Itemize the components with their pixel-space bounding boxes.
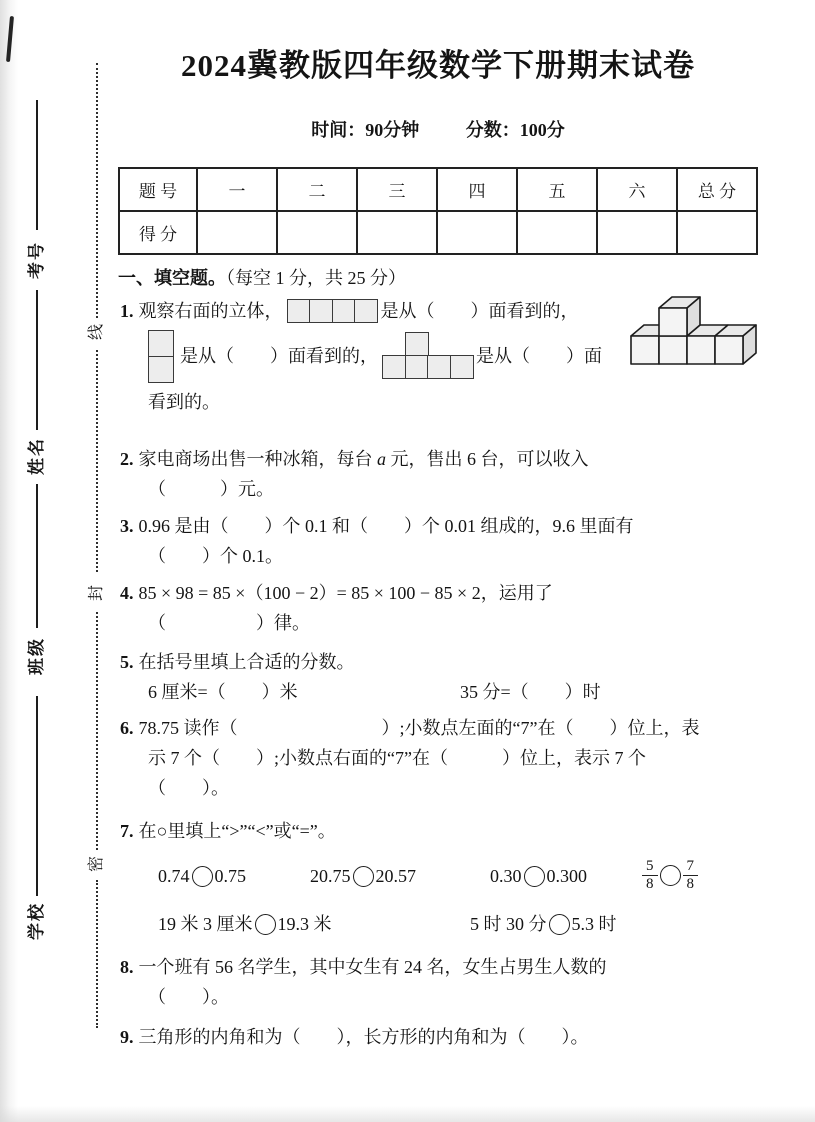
q7-heading xyxy=(120,816,780,846)
comparison-circle xyxy=(524,866,545,887)
q3-line1 xyxy=(120,511,780,541)
numerator: 7 xyxy=(686,858,694,874)
q3-line2: （ ）个 0.1。 xyxy=(148,546,283,566)
q7-text: 在○里填上“>”“<”或“=”。 xyxy=(138,821,336,841)
class-label: 班级 xyxy=(27,637,46,675)
q6-line3: （ ）。 xyxy=(148,778,229,798)
left-value: 0.74 xyxy=(158,865,190,886)
q4-line2: （ ）律。 xyxy=(148,613,310,633)
fraction-right xyxy=(683,858,699,893)
q6-line1 xyxy=(120,713,780,743)
question-number: 4. xyxy=(120,583,134,603)
q5-item1: 6 厘米=（ ）米 xyxy=(148,682,298,702)
score-cell xyxy=(357,211,437,254)
seal-char-mi: 密 xyxy=(86,853,108,875)
question-number: 2. xyxy=(120,449,134,469)
seal-dotted-line xyxy=(96,63,98,318)
comparison-item xyxy=(158,909,470,939)
q6-line2: 示 7 个（ ）;小数点右面的“7”在（ ）位上，表示 7 个 xyxy=(148,748,646,768)
numerator: 5 xyxy=(646,858,654,874)
question-number: 5. xyxy=(120,652,134,672)
variable-a: a xyxy=(377,449,386,469)
time-limit: 时间：90分钟 xyxy=(311,120,420,140)
q9-line1 xyxy=(120,1022,780,1052)
q5-line2 xyxy=(120,677,780,707)
question-number: 1. xyxy=(120,301,134,321)
score-cell xyxy=(517,211,597,254)
square xyxy=(450,355,474,379)
comparison-item xyxy=(158,861,310,891)
bottom-edge-shading xyxy=(0,1106,815,1122)
fraction-left xyxy=(642,858,658,893)
seal-char-feng: 封 xyxy=(86,582,108,604)
school-label: 学校 xyxy=(27,902,46,940)
q8-line1 xyxy=(120,952,780,982)
question-9 xyxy=(120,1022,780,1052)
score-cell xyxy=(197,211,277,254)
q7-comparison-row-2 xyxy=(120,909,780,939)
score-cell xyxy=(277,211,357,254)
student-name-label: 姓名 xyxy=(27,437,46,475)
square xyxy=(287,299,311,323)
q1-text: 是从（ ）面 xyxy=(476,345,602,366)
square xyxy=(382,355,406,379)
column-header: 三 xyxy=(357,168,437,211)
q2-text: 元，售出 6 台，可以收入 xyxy=(386,449,589,469)
comparison-item xyxy=(470,909,617,939)
denominator: 8 xyxy=(642,875,658,893)
score-cell xyxy=(677,211,757,254)
comparison-circle xyxy=(660,865,681,886)
left-value: 19 米 3 厘米 xyxy=(158,914,253,934)
q5-item2: 35 分=（ ）时 xyxy=(460,682,601,702)
field-underline xyxy=(36,290,38,430)
question-3 xyxy=(120,511,780,571)
question-number: 3. xyxy=(120,516,134,536)
column-header: 二 xyxy=(277,168,357,211)
q5-line1 xyxy=(120,647,780,677)
score-cell xyxy=(597,211,677,254)
square xyxy=(354,299,378,323)
section-heading xyxy=(118,264,406,290)
q6-text: 78.75 读作（ ）;小数点左面的“7”在（ ）位上，表 xyxy=(138,718,700,738)
column-header: 四 xyxy=(437,168,517,211)
q9-text: 三角形的内角和为（ ），长方形的内角和为（ ）。 xyxy=(138,1027,589,1047)
q2-line1 xyxy=(120,444,780,474)
question-5 xyxy=(120,647,780,707)
right-value: 5.3 时 xyxy=(571,914,617,934)
comparison-circle xyxy=(353,866,374,887)
right-value: 0.300 xyxy=(546,865,587,886)
q1-line3: 看到的。 xyxy=(148,392,220,412)
question-number: 9. xyxy=(120,1027,134,1047)
q1-text: 是从（ ）面看到的， xyxy=(380,301,579,321)
column-header: 一 xyxy=(197,168,277,211)
comparison-item xyxy=(310,861,490,891)
question-number-header: 题 号 xyxy=(119,168,197,211)
field-underline xyxy=(36,100,38,230)
q1-text: 是从（ ）面看到的， xyxy=(180,345,378,366)
question-1 xyxy=(120,296,780,446)
score-cell xyxy=(437,211,517,254)
view-shape-row-of-4 xyxy=(287,299,377,323)
table-row xyxy=(119,211,757,254)
comparison-circle xyxy=(255,914,276,935)
left-value: 20.75 xyxy=(310,865,351,886)
column-header: 六 xyxy=(597,168,677,211)
fraction-comparison-item xyxy=(642,858,698,893)
square xyxy=(148,330,174,357)
exam-meta xyxy=(118,116,758,142)
view-shape-column-of-2 xyxy=(148,330,174,381)
q8-line2: （ ）。 xyxy=(148,987,229,1007)
question-2 xyxy=(120,444,780,504)
question-number: 8. xyxy=(120,957,134,977)
comparison-circle xyxy=(192,866,213,887)
total-score: 分数：100分 xyxy=(465,120,565,140)
score-table xyxy=(118,167,758,255)
denominator: 8 xyxy=(683,875,699,893)
comparison-circle xyxy=(549,914,570,935)
square xyxy=(405,332,429,356)
column-header: 五 xyxy=(517,168,597,211)
q2-line2: （ ）元。 xyxy=(148,479,274,499)
seal-dotted-line xyxy=(96,612,98,850)
right-value: 19.3 米 xyxy=(277,914,332,934)
square xyxy=(332,299,356,323)
cube-stack-figure xyxy=(628,296,764,374)
square xyxy=(427,355,451,379)
comparison-item xyxy=(490,861,642,891)
right-value: 0.75 xyxy=(214,865,246,886)
q7-comparison-row-1 xyxy=(120,858,780,893)
right-value: 20.57 xyxy=(375,865,416,886)
question-4 xyxy=(120,578,780,638)
square xyxy=(309,299,333,323)
square xyxy=(148,356,174,383)
exam-number-label: 考号 xyxy=(27,241,46,279)
seal-char-line: 线 xyxy=(86,321,108,343)
q3-text: 0.96 是由（ ）个 0.1 和（ ）个 0.01 组成的，9.6 里面有 xyxy=(138,516,634,536)
seal-dotted-line xyxy=(96,880,98,1028)
field-underline xyxy=(36,484,38,628)
section-title: 一、填空题。 xyxy=(118,268,226,288)
left-edge-shading xyxy=(0,0,18,1122)
question-8 xyxy=(120,952,780,1012)
q8-text: 一个班有 56 名学生，其中女生有 24 名，女生占男生人数的 xyxy=(138,957,607,977)
view-shape-t xyxy=(382,332,472,379)
section-note: （每空 1 分，共 25 分） xyxy=(226,268,406,288)
question-7 xyxy=(120,816,780,939)
question-number: 6. xyxy=(120,718,134,738)
question-number: 7. xyxy=(120,821,134,841)
q5-text: 在括号里填上合适的分数。 xyxy=(138,652,355,672)
q4-line1 xyxy=(120,578,780,608)
q4-text: 85 × 98 = 85 ×（100 − 2）= 85 × 100 − 85 × 2，运用了 xyxy=(138,583,553,603)
seal-dotted-line xyxy=(96,350,98,572)
score-row-header: 得 分 xyxy=(119,211,197,254)
field-underline xyxy=(36,696,38,896)
square xyxy=(405,355,429,379)
left-value: 0.30 xyxy=(490,865,522,886)
question-6 xyxy=(120,713,780,803)
table-row xyxy=(119,168,757,211)
left-value: 5 时 30 分 xyxy=(470,914,547,934)
q1-text: 观察右面的立体， xyxy=(138,301,283,321)
page-title: 2024冀教版四年级数学下册期末试卷 xyxy=(181,48,695,83)
column-header: 总 分 xyxy=(677,168,757,211)
q2-text: 家电商场出售一种冰箱，每台 xyxy=(138,449,377,469)
